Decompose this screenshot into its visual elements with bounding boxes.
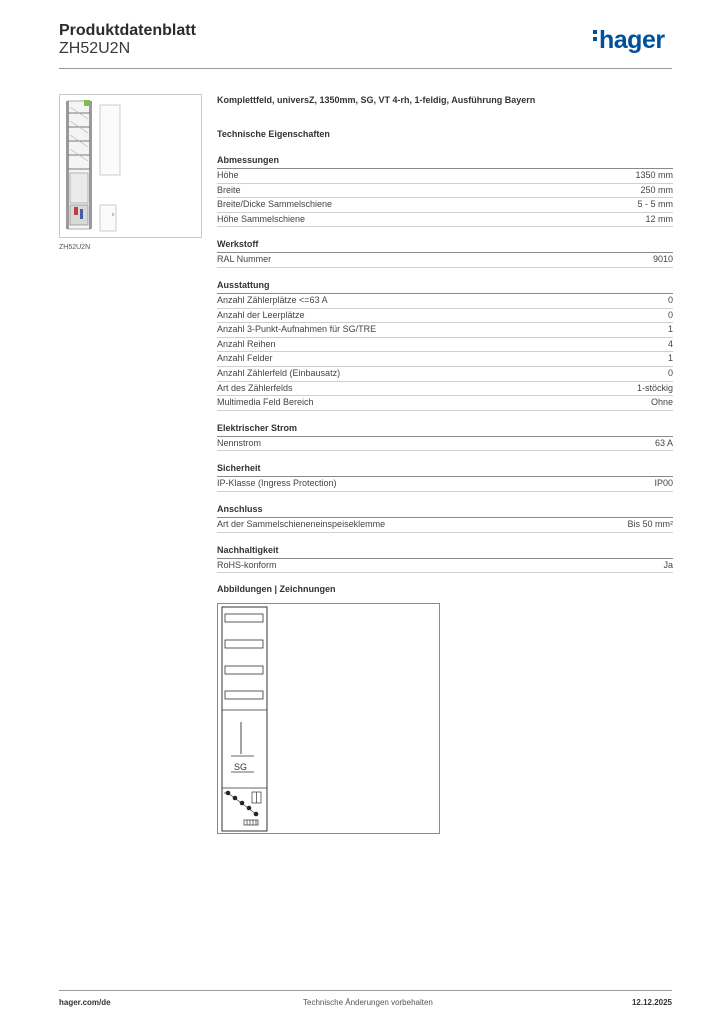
spec-row bbox=[217, 253, 673, 268]
spec-row bbox=[217, 198, 673, 213]
section-title: Nachhaltigkeit bbox=[217, 544, 673, 559]
section-anschluss bbox=[217, 503, 673, 533]
footer-divider bbox=[59, 990, 672, 991]
spec-row bbox=[217, 309, 673, 324]
spec-row bbox=[217, 518, 673, 533]
section-ausstattung bbox=[217, 279, 673, 411]
section-title: Anschluss bbox=[217, 503, 673, 518]
spec-label: Anzahl 3-Punkt-Aufnahmen für SG/TRE bbox=[217, 324, 377, 335]
spec-value: Ja bbox=[663, 559, 673, 570]
product-description: Komplettfeld, universZ, 1350mm, SG, VT 4-rh, 1-feldig, Ausführung Bayern bbox=[217, 95, 536, 105]
sg-label: SG bbox=[234, 762, 248, 772]
spec-label: RAL Nummer bbox=[217, 254, 272, 265]
spec-value: 63 A bbox=[654, 437, 673, 448]
spec-label: IP-Klasse (Ingress Protection) bbox=[217, 478, 337, 489]
header-divider bbox=[59, 68, 672, 69]
spec-row bbox=[217, 367, 673, 382]
spec-row bbox=[217, 477, 673, 492]
spec-value: 1350 mm bbox=[635, 170, 673, 180]
spec-content bbox=[217, 95, 673, 584]
spec-label: Art der Sammelschieneneinspeiseklemme bbox=[217, 518, 386, 529]
spec-row bbox=[217, 352, 673, 367]
spec-label: Höhe bbox=[217, 170, 239, 180]
footer-notice: Technische Änderungen vorbehalten bbox=[303, 998, 433, 1007]
spec-value: 1-stöckig bbox=[636, 382, 673, 393]
spec-label: Höhe Sammelschiene bbox=[217, 213, 306, 224]
section-title: Ausstattung bbox=[217, 279, 673, 294]
drawings-heading: Abbildungen | Zeichnungen bbox=[217, 584, 336, 594]
spec-row bbox=[217, 169, 673, 184]
technical-properties-heading: Technische Eigenschaften bbox=[217, 129, 330, 139]
product-thumbnail bbox=[59, 94, 202, 238]
spec-row bbox=[217, 559, 673, 574]
section-title: Elektrischer Strom bbox=[217, 422, 673, 437]
product-image bbox=[60, 95, 201, 237]
section-nachhaltigkeit bbox=[217, 544, 673, 574]
spec-row bbox=[217, 294, 673, 309]
spec-value: 0 bbox=[667, 367, 673, 378]
section-sicherheit bbox=[217, 462, 673, 492]
spec-value: Ohne bbox=[650, 397, 673, 408]
spec-label: Multimedia Feld Bereich bbox=[217, 397, 314, 408]
spec-value: 0 bbox=[667, 309, 673, 320]
section-abmessungen bbox=[217, 154, 673, 227]
spec-row bbox=[217, 184, 673, 199]
spec-row bbox=[217, 382, 673, 397]
spec-value: 12 mm bbox=[645, 213, 673, 224]
spec-label: Anzahl Zählerplätze <=63 A bbox=[217, 294, 328, 305]
footer-website: hager.com/de bbox=[59, 998, 111, 1007]
spec-row bbox=[217, 213, 673, 228]
spec-row bbox=[217, 437, 673, 452]
spec-value: 4 bbox=[667, 338, 673, 349]
spec-value: 250 mm bbox=[640, 184, 673, 195]
spec-row bbox=[217, 396, 673, 411]
spec-value: 1 bbox=[667, 353, 673, 364]
spec-row bbox=[217, 323, 673, 338]
brand-logo bbox=[593, 28, 665, 53]
section-title: Sicherheit bbox=[217, 462, 673, 477]
spec-value: Bis 50 mm² bbox=[627, 518, 673, 529]
page-title: Produktdatenblatt bbox=[59, 22, 196, 39]
section-werkstoff bbox=[217, 238, 673, 268]
footer-date: 12.12.2025 bbox=[631, 998, 672, 1007]
spec-value: 9010 bbox=[652, 254, 673, 265]
spec-label: Breite bbox=[217, 184, 241, 195]
spec-label: Anzahl Felder bbox=[217, 353, 273, 364]
spec-label: Anzahl der Leerplätze bbox=[217, 309, 305, 320]
logo-dots-icon bbox=[593, 30, 597, 44]
spec-value: IP00 bbox=[654, 478, 673, 489]
technical-drawing bbox=[217, 603, 440, 834]
spec-row bbox=[217, 338, 673, 353]
thumbnail-caption: ZH52U2N bbox=[59, 244, 91, 251]
spec-label: Nennstrom bbox=[217, 437, 262, 448]
spec-label: Breite/Dicke Sammelschiene bbox=[217, 199, 333, 210]
spec-value: 0 bbox=[667, 294, 673, 305]
spec-value: 5 - 5 mm bbox=[637, 199, 673, 210]
product-code: ZH52U2N bbox=[59, 40, 131, 57]
section-title: Abmessungen bbox=[217, 154, 673, 169]
spec-label: Anzahl Reihen bbox=[217, 338, 276, 349]
wiring-diagram bbox=[218, 604, 439, 833]
spec-label: Anzahl Zählerfeld (Einbausatz) bbox=[217, 367, 341, 378]
section-title: Werkstoff bbox=[217, 238, 673, 253]
spec-label: Art des Zählerfelds bbox=[217, 382, 293, 393]
spec-label: RoHS-konform bbox=[217, 559, 277, 570]
spec-value: 1 bbox=[667, 324, 673, 335]
section-elektrischer-strom bbox=[217, 422, 673, 452]
brand-name: hager bbox=[599, 26, 665, 54]
